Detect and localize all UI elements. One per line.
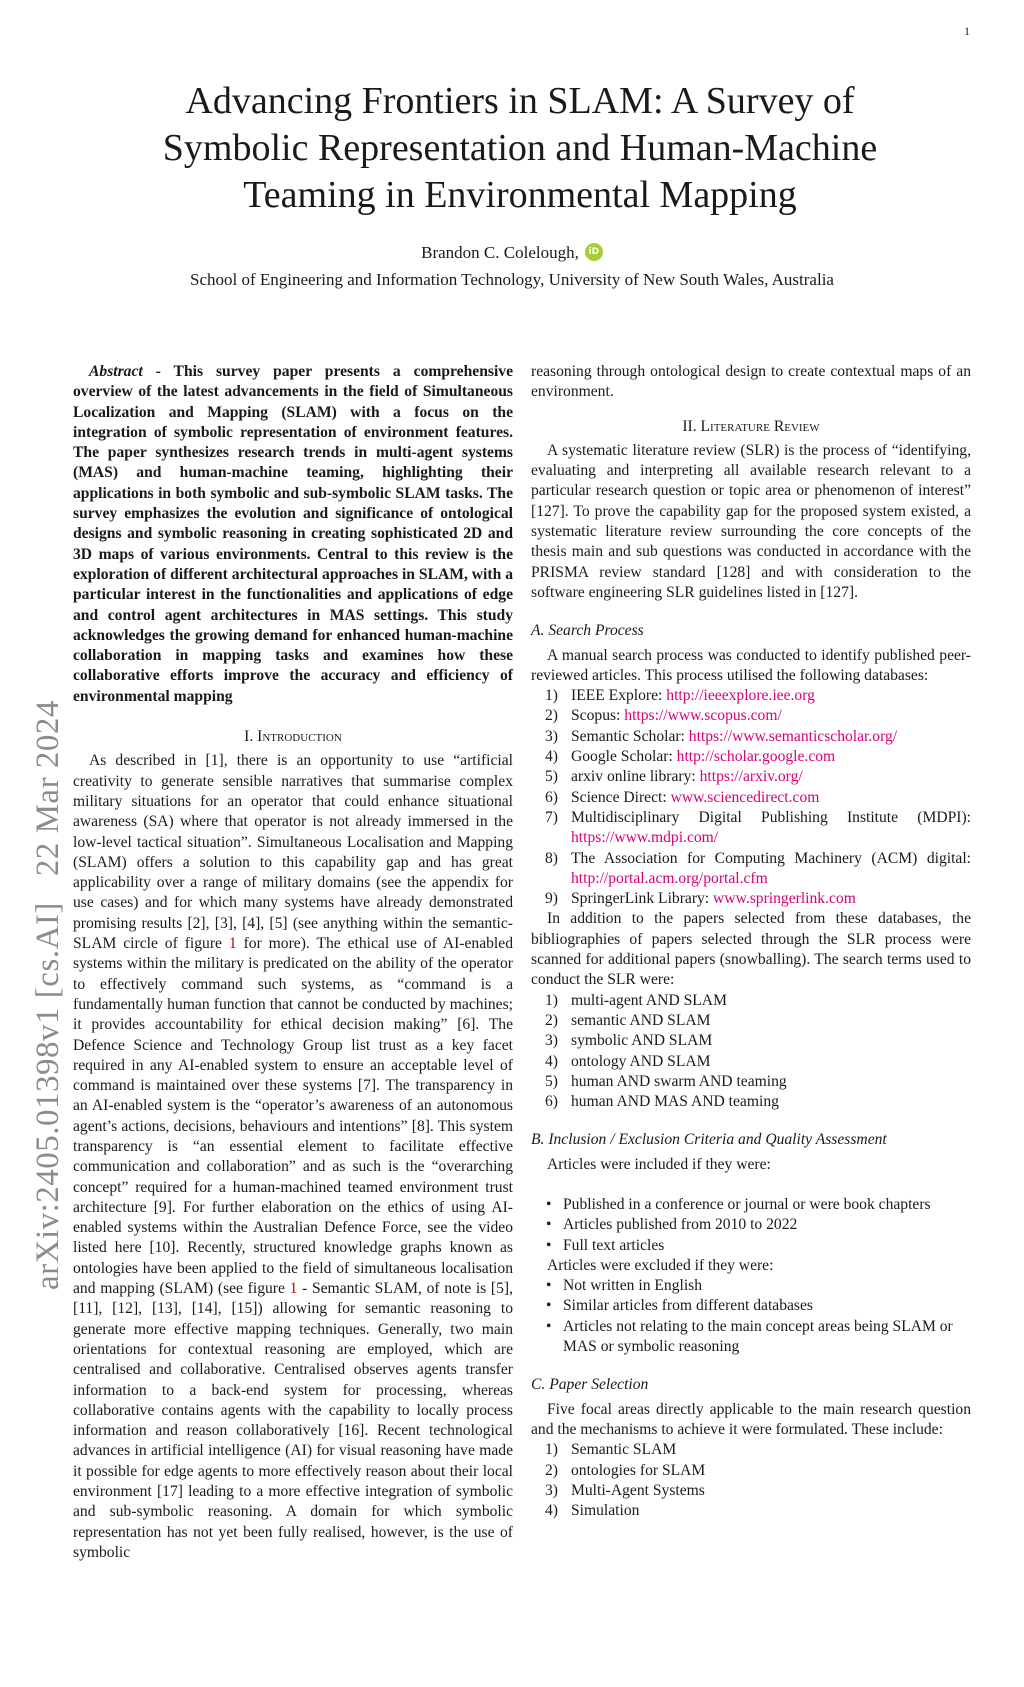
intro-text: for more). The ethical use of AI-enabled systems within the military is predicated on the ability of the operator to effectively command such systems, as “command is a fundamentally human function that cannot be conducted by machines; it provides accountability for ethical decision making” [6]. The Defence Science and Technology Group list trust as a key facet required in any AI-enabled system to ensure an acceptable level of command is maintained over these systems [7]. The transparency in an AI-enabled system is the “operator’s awareness of an autonomous agent’s actions, decisions, behaviours and intentions” [8]. This system transparency is “an essential element to facilitate effective communication and collaboration” and as such is the “overarching concept” required for a human-machined teamed environment trust architecture [9]. For further elaboration on the ethics of using AI-enabled systems within the Australian Defence Force, see the video listed here [10]. Recently, structured knowledge graphs known as ontologies have been applied to the field of simultaneous localisation and mapping (SLAM) (see figure [73, 935, 513, 1298]
abstract [73, 362, 513, 707]
right-column [531, 362, 971, 1521]
search-term: ontology AND SLAM [571, 1052, 711, 1070]
item-number: 5) [545, 768, 558, 786]
list-item [545, 1481, 971, 1501]
search-term: human AND MAS AND teaming [571, 1093, 779, 1111]
subsection-heading-search: A. Search Process [531, 622, 644, 640]
database-name: Google Scholar: [571, 748, 677, 766]
item-number: 6) [545, 788, 558, 806]
list-item [545, 1031, 971, 1051]
list-item [545, 767, 971, 787]
item-number: 9) [545, 890, 558, 908]
focal-area: ontologies for SLAM [571, 1461, 706, 1479]
abstract-label: Abstract [89, 363, 143, 380]
left-column [73, 362, 513, 1563]
list-item [545, 808, 971, 849]
item-number: 1) [545, 687, 558, 705]
author-line [0, 243, 1024, 263]
bullet-item: • Published in a conference or journal or were book chapters [563, 1195, 971, 1215]
database-name: Semantic Scholar: [571, 727, 689, 745]
item-number: 1) [545, 1441, 558, 1459]
section-title: Introduction [257, 728, 342, 746]
item-number: 5) [545, 1072, 558, 1090]
figure-ref-link[interactable]: 1 [228, 935, 237, 953]
item-number: 2) [545, 1461, 558, 1479]
search-terms-list [531, 991, 971, 1113]
page-number: 1 [964, 24, 970, 38]
bullet-item: • Articles not relating to the main concept areas being SLAM or MAS or symbolic reasoning [563, 1317, 971, 1358]
list-item [545, 1501, 971, 1521]
excluded-list [531, 1276, 971, 1357]
intro-text: - Semantic SLAM, of note is [5], [11], [12], [13], [14], [15]) allowing for semantic reasoning to generate more effective mapping techniques. Generally, two main orientations for contextual reasoning are employed, which are centralised and collaborative. Centralised observes agents transfer information to a back-end system for processing, whereas collaborative contains agents with the capability to locally process information and reason collaboratively [16]. Recent technological advances in artificial intelligence (AI) for visual reasoning have made it possible for edge agents to more effectively reason about their local environment [17] leading to a more effective integration of symbolic and sub-symbolic reasoning. A domain for which symbolic representation has not yet been fully realised, however, is the use of symbolic [73, 1280, 513, 1561]
item-number: 2) [545, 1011, 558, 1029]
database-link[interactable]: http://portal.acm.org/portal.cfm [571, 869, 768, 887]
arxiv-id: arXiv:2405.01398v1 [cs.AI] [30, 902, 66, 1290]
search-term: multi-agent AND SLAM [571, 991, 727, 1009]
list-item [545, 1440, 971, 1460]
section-heading-introduction [73, 727, 513, 747]
focal-area: Simulation [571, 1502, 640, 1520]
section-title: Literature Review [700, 417, 820, 435]
list-item [545, 788, 971, 808]
item-number: 3) [545, 727, 558, 745]
list-item [545, 849, 971, 890]
search-term: human AND swarm AND teaming [571, 1072, 787, 1090]
list-item [545, 747, 971, 767]
database-link[interactable]: http://ieeexplore.iee.org [666, 687, 815, 705]
introduction-continuation: reasoning through ontological design to create contextual maps of an environment. [531, 363, 971, 401]
search-intro: A manual search process was conducted to identify published peer-reviewed articles. This process utilised the following databases: [531, 646, 971, 684]
affiliation: School of Engineering and Information Technology, University of New South Wales, Australia [190, 270, 834, 289]
list-item [545, 1052, 971, 1072]
database-list [531, 686, 971, 909]
figure-ref-link[interactable]: 1 [289, 1280, 298, 1298]
author-name: Brandon C. Colelough, [421, 243, 579, 262]
subsection-heading-criteria: B. Inclusion / Exclusion Criteria and Quality Assessment [531, 1131, 887, 1149]
list-item [545, 889, 971, 909]
database-name: SpringerLink Library: [571, 890, 714, 908]
section-number: I. [244, 728, 258, 746]
database-link[interactable]: https://www.semanticscholar.org/ [688, 727, 898, 745]
list-item [545, 1092, 971, 1112]
database-link[interactable]: www.sciencedirect.com [670, 788, 820, 806]
item-number: 1) [545, 991, 558, 1009]
excluded-intro: Articles were excluded if they were: [547, 1256, 774, 1274]
list-item [545, 686, 971, 706]
list-item [545, 706, 971, 726]
list-item [545, 1011, 971, 1031]
arxiv-date: 22 Mar 2024 [30, 700, 66, 877]
database-link[interactable]: www.springerlink.com [713, 890, 856, 908]
orcid-icon[interactable]: iD [585, 243, 603, 261]
section-number: II. [682, 417, 701, 435]
list-item [545, 991, 971, 1011]
list-item [545, 727, 971, 747]
item-number: 7) [545, 808, 558, 826]
arxiv-side-stamp [30, 700, 67, 1290]
database-name: arxiv online library: [571, 768, 700, 786]
item-number: 2) [545, 707, 558, 725]
item-number: 3) [545, 1481, 558, 1499]
list-item [545, 1461, 971, 1481]
item-number: 4) [545, 1502, 558, 1520]
literature-review-intro: A systematic literature review (SLR) is the process of “identifying, evaluating and interpreting all available research relevant to a particular research question or topic area or phenomenon of interest” [127]. To prove the capability gap for the proposed system existed, a systematic literature review surrounding the core concepts of the thesis main and sub questions was conducted in accordance with the PRISMA review standard [128] and with consideration to the software engineering SLR guidelines listed in [127]. [531, 441, 971, 601]
search-term: symbolic AND SLAM [571, 1032, 713, 1050]
database-name: Multidisciplinary Digital Publishing Institute (MDPI): [571, 808, 971, 826]
subsection-heading-selection: C. Paper Selection [531, 1376, 649, 1394]
snowball-paragraph: In addition to the papers selected from these databases, the bibliographies of papers selected through the SLR process were scanned for additional papers (snowballing). The search terms used to conduct the SLR were: [531, 910, 971, 989]
bullet-item: • Similar articles from different databases [563, 1296, 971, 1316]
item-number: 8) [545, 849, 558, 867]
database-name: Scopus: [571, 707, 625, 725]
database-link[interactable]: http://scholar.google.com [676, 748, 836, 766]
list-item [545, 1072, 971, 1092]
title-line: Advancing Frontiers in SLAM: A Survey of [185, 80, 855, 122]
section-heading-literature-review [531, 417, 971, 437]
database-link[interactable]: https://www.mdpi.com/ [571, 829, 719, 847]
focal-area: Multi-Agent Systems [571, 1481, 705, 1499]
included-list [531, 1195, 971, 1256]
database-name: The Association for Computing Machinery (ACM) digital: [571, 849, 971, 867]
item-number: 4) [545, 1052, 558, 1070]
selection-intro: Five focal areas directly applicable to the main research question and the mechanisms to achieve it were formulated. These include: [531, 1400, 971, 1438]
database-name: IEEE Explore: [571, 687, 667, 705]
introduction-paragraph [73, 751, 513, 1563]
focal-areas-list [531, 1440, 971, 1521]
item-number: 4) [545, 748, 558, 766]
title-line: Symbolic Representation and Human-Machine [162, 127, 878, 169]
database-link[interactable]: https://arxiv.org/ [699, 768, 803, 786]
abstract-text: - This survey paper presents a comprehensive overview of the latest advancements in the field of Simultaneous Localization and Mapping (SLAM) with a focus on the integration of symbolic representation of environment features. The paper synthesizes research trends in multi-agent systems (MAS) and human-machine teaming, highlighting their applications in both symbolic and sub-symbolic SLAM tasks. The survey emphasizes the evolution and significance of ontological designs and symbolic reasoning in creating sophisticated 2D and 3D maps of various environments. Central to this review is the exploration of different architectural approaches in SLAM, with a particular interest in the functionalities and applications of edge and control agent architectures in MAS settings. This study acknowledges the growing demand for enhanced human-machine collaboration in mapping tasks and examines how these collaborative efforts improve the accuracy and efficiency of environmental mapping [73, 363, 513, 705]
search-term: semantic AND SLAM [571, 1011, 711, 1029]
focal-area: Semantic SLAM [571, 1441, 677, 1459]
database-name: Science Direct: [571, 788, 671, 806]
item-number: 6) [545, 1093, 558, 1111]
bullet-item: • Full text articles [563, 1236, 971, 1256]
item-number: 3) [545, 1032, 558, 1050]
intro-text: As described in [1], there is an opportunity to use “artificial creativity to generate sensible narratives that summarise complex military situations for an operator that could enhance situational awareness (SA) where that operator is not already immersed in the low-level tactical situation”. Simultaneous Localisation and Mapping (SLAM) offers a solution to this capability gap and has great applicability over a range of military domains (see the appendix for use cases) and for which many systems have already demonstrated promising results [2], [3], [4], [5] (see anything within the semantic-SLAM circle of figure [73, 752, 513, 953]
title-line: Teaming in Environmental Mapping [243, 174, 797, 216]
included-intro: Articles were included if they were: [547, 1155, 771, 1173]
database-link[interactable]: https://www.scopus.com/ [624, 707, 782, 725]
bullet-item: • Articles published from 2010 to 2022 [563, 1215, 971, 1235]
bullet-item: • Not written in English [563, 1276, 971, 1296]
paper-title [100, 78, 940, 219]
